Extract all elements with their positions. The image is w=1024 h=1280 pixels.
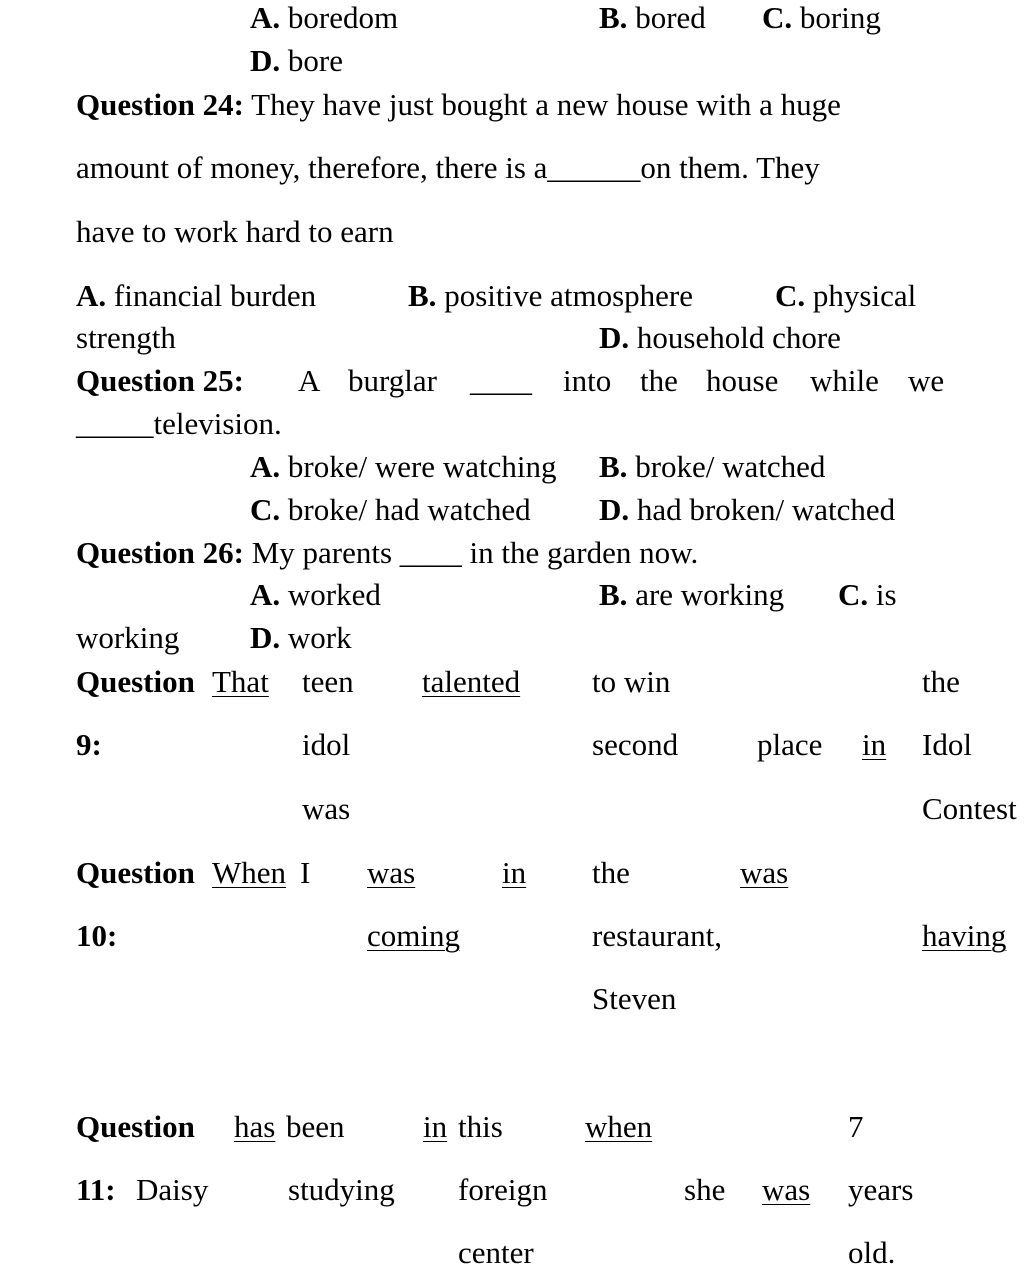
q11-word: she	[684, 1172, 726, 1207]
q9-word: was	[302, 791, 351, 826]
q9-word: place	[757, 727, 823, 762]
q9-underlined-word: That	[212, 664, 269, 699]
q24-option-a: A. financial burden	[76, 278, 317, 313]
q26-line: Question 26: My parents ____ in the garden now.	[76, 535, 699, 570]
q9-word: to win	[592, 664, 671, 699]
q10-underlined-word: was	[367, 855, 416, 890]
q24-option-c-cont: strength	[76, 320, 176, 355]
q11-underlined-word: has	[234, 1109, 276, 1144]
q23-option-c: C. boring	[762, 0, 881, 35]
q10-word: restaurant,	[592, 918, 722, 953]
q25-word: we	[908, 363, 945, 398]
q26-option-b: B. are working	[599, 577, 785, 612]
q25-label: Question 25:	[76, 363, 244, 398]
q10-underlined-word: having	[922, 918, 1007, 953]
q25-blank-1: ____	[470, 363, 532, 398]
q25-option-b: B. broke/ watched	[599, 449, 826, 484]
q9-label: Question	[76, 664, 195, 699]
q23-option-a: A. boredom	[250, 0, 399, 35]
q9-word: Contest	[922, 791, 1017, 826]
q25-line-2: _____television.	[76, 406, 282, 441]
q26-option-a: A. worked	[250, 577, 381, 612]
q24-option-d: D. household chore	[599, 320, 841, 355]
q24-blank: ______	[547, 150, 641, 185]
q24-option-b: B. positive atmosphere	[408, 278, 693, 313]
q11-word: studying	[288, 1172, 395, 1207]
q10-underlined-word: was	[740, 855, 789, 890]
q11-word: this	[458, 1109, 503, 1144]
q11-word: foreign	[458, 1172, 548, 1207]
q10-underlined-word: in	[502, 855, 527, 890]
q11-word: Daisy	[136, 1172, 209, 1207]
q11-label-number: 11:	[76, 1172, 116, 1207]
q10-label: Question	[76, 855, 195, 890]
q25-word: burglar	[348, 363, 437, 398]
q9-word: the	[922, 664, 960, 699]
q9-word: Idol	[922, 727, 972, 762]
q24-label: Question 24:	[76, 87, 244, 122]
q9-word: second	[592, 727, 679, 762]
q25-option-a: A. broke/ were watching	[250, 449, 557, 484]
q9-underlined-word: in	[862, 727, 887, 762]
q11-word: old.	[848, 1235, 896, 1270]
q10-word: Steven	[592, 981, 677, 1016]
q10-underlined-word: When	[212, 855, 287, 890]
q11-word: 7	[848, 1109, 864, 1144]
q25-option-c: C. broke/ had watched	[250, 492, 531, 527]
q10-label-number: 10:	[76, 918, 118, 953]
q9-underlined-word: talented	[422, 664, 521, 699]
q9-word: teen	[302, 664, 354, 699]
q11-underlined-word: in	[423, 1109, 448, 1144]
q24-option-c: C. physical	[775, 278, 917, 313]
q26-blank: ____	[399, 535, 462, 570]
q10-word: I	[300, 855, 311, 890]
q11-word: been	[286, 1109, 345, 1144]
q10-word: the	[592, 855, 630, 890]
q25-word: A	[298, 363, 321, 398]
q11-underlined-word: when	[585, 1109, 653, 1144]
q10-underlined-word: coming	[367, 918, 460, 953]
q25-word: while	[810, 363, 879, 398]
q23-option-b: B. bored	[599, 0, 706, 35]
q25-word: the	[640, 363, 678, 398]
q26-option-d: D. work	[250, 620, 352, 655]
q26-option-c-cont: working	[76, 620, 180, 655]
q24-line-2: amount of money, therefore, there is a______on them. They	[76, 150, 820, 185]
q25-option-d: D. had broken/ watched	[599, 492, 896, 527]
q25-word: house	[706, 363, 779, 398]
q26-label: Question 26:	[76, 535, 244, 570]
q26-option-c: C. is	[838, 577, 897, 612]
q23-option-d: D. bore	[250, 43, 343, 78]
q11-label: Question	[76, 1109, 195, 1144]
q25-word: into	[563, 363, 612, 398]
q24-line-3: have to work hard to earn	[76, 214, 394, 249]
q11-underlined-word: was	[762, 1172, 811, 1207]
q9-label-number: 9:	[76, 727, 102, 762]
q9-word: idol	[302, 727, 351, 762]
q11-word: years	[848, 1172, 914, 1207]
q11-word: center	[458, 1235, 534, 1270]
q24-line-1: Question 24: They have just bought a new house with a huge	[76, 87, 841, 122]
q25-blank-2: _____	[76, 406, 154, 441]
